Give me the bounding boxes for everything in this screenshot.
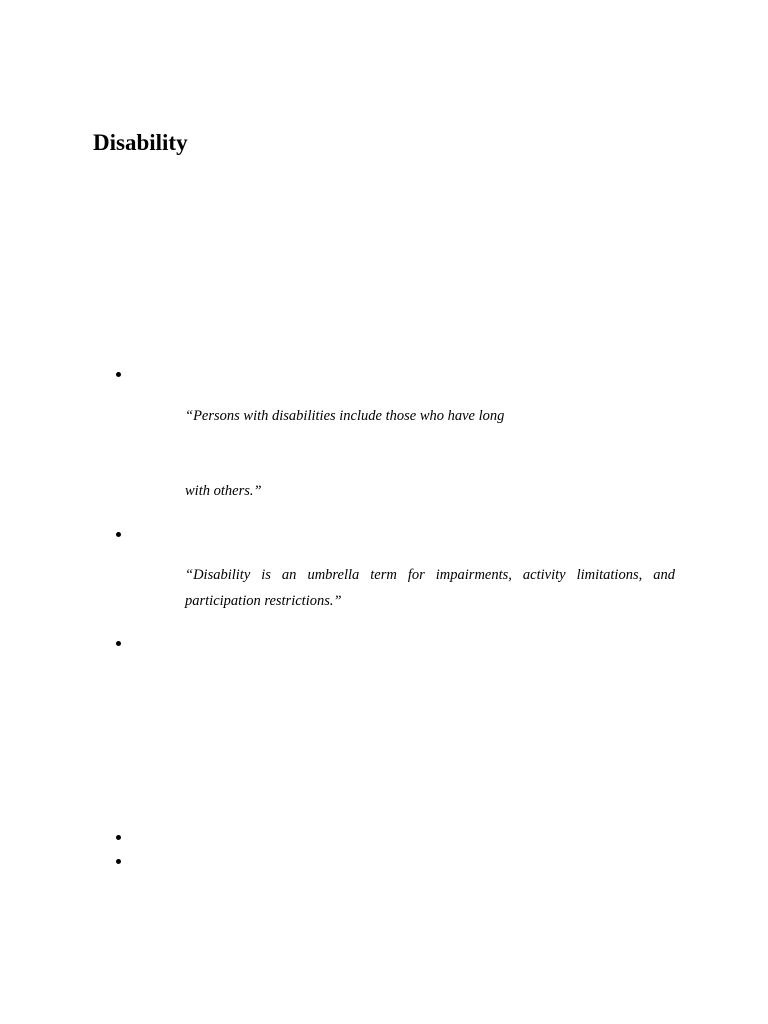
quote-2: “Disability is an umbrella term for impairments, activity limitations, and participation restrictions.” (185, 567, 675, 609)
list-bullet (116, 372, 124, 380)
list-bullet (116, 532, 124, 540)
quote-1-line-1: “Persons with disabilities include those who have long (185, 408, 505, 424)
list-bullet (116, 835, 124, 843)
list-bullet (116, 859, 124, 867)
list-bullet (116, 641, 124, 649)
page-title: Disability (93, 130, 188, 155)
quote-1-line-2: with others.” (185, 483, 262, 499)
